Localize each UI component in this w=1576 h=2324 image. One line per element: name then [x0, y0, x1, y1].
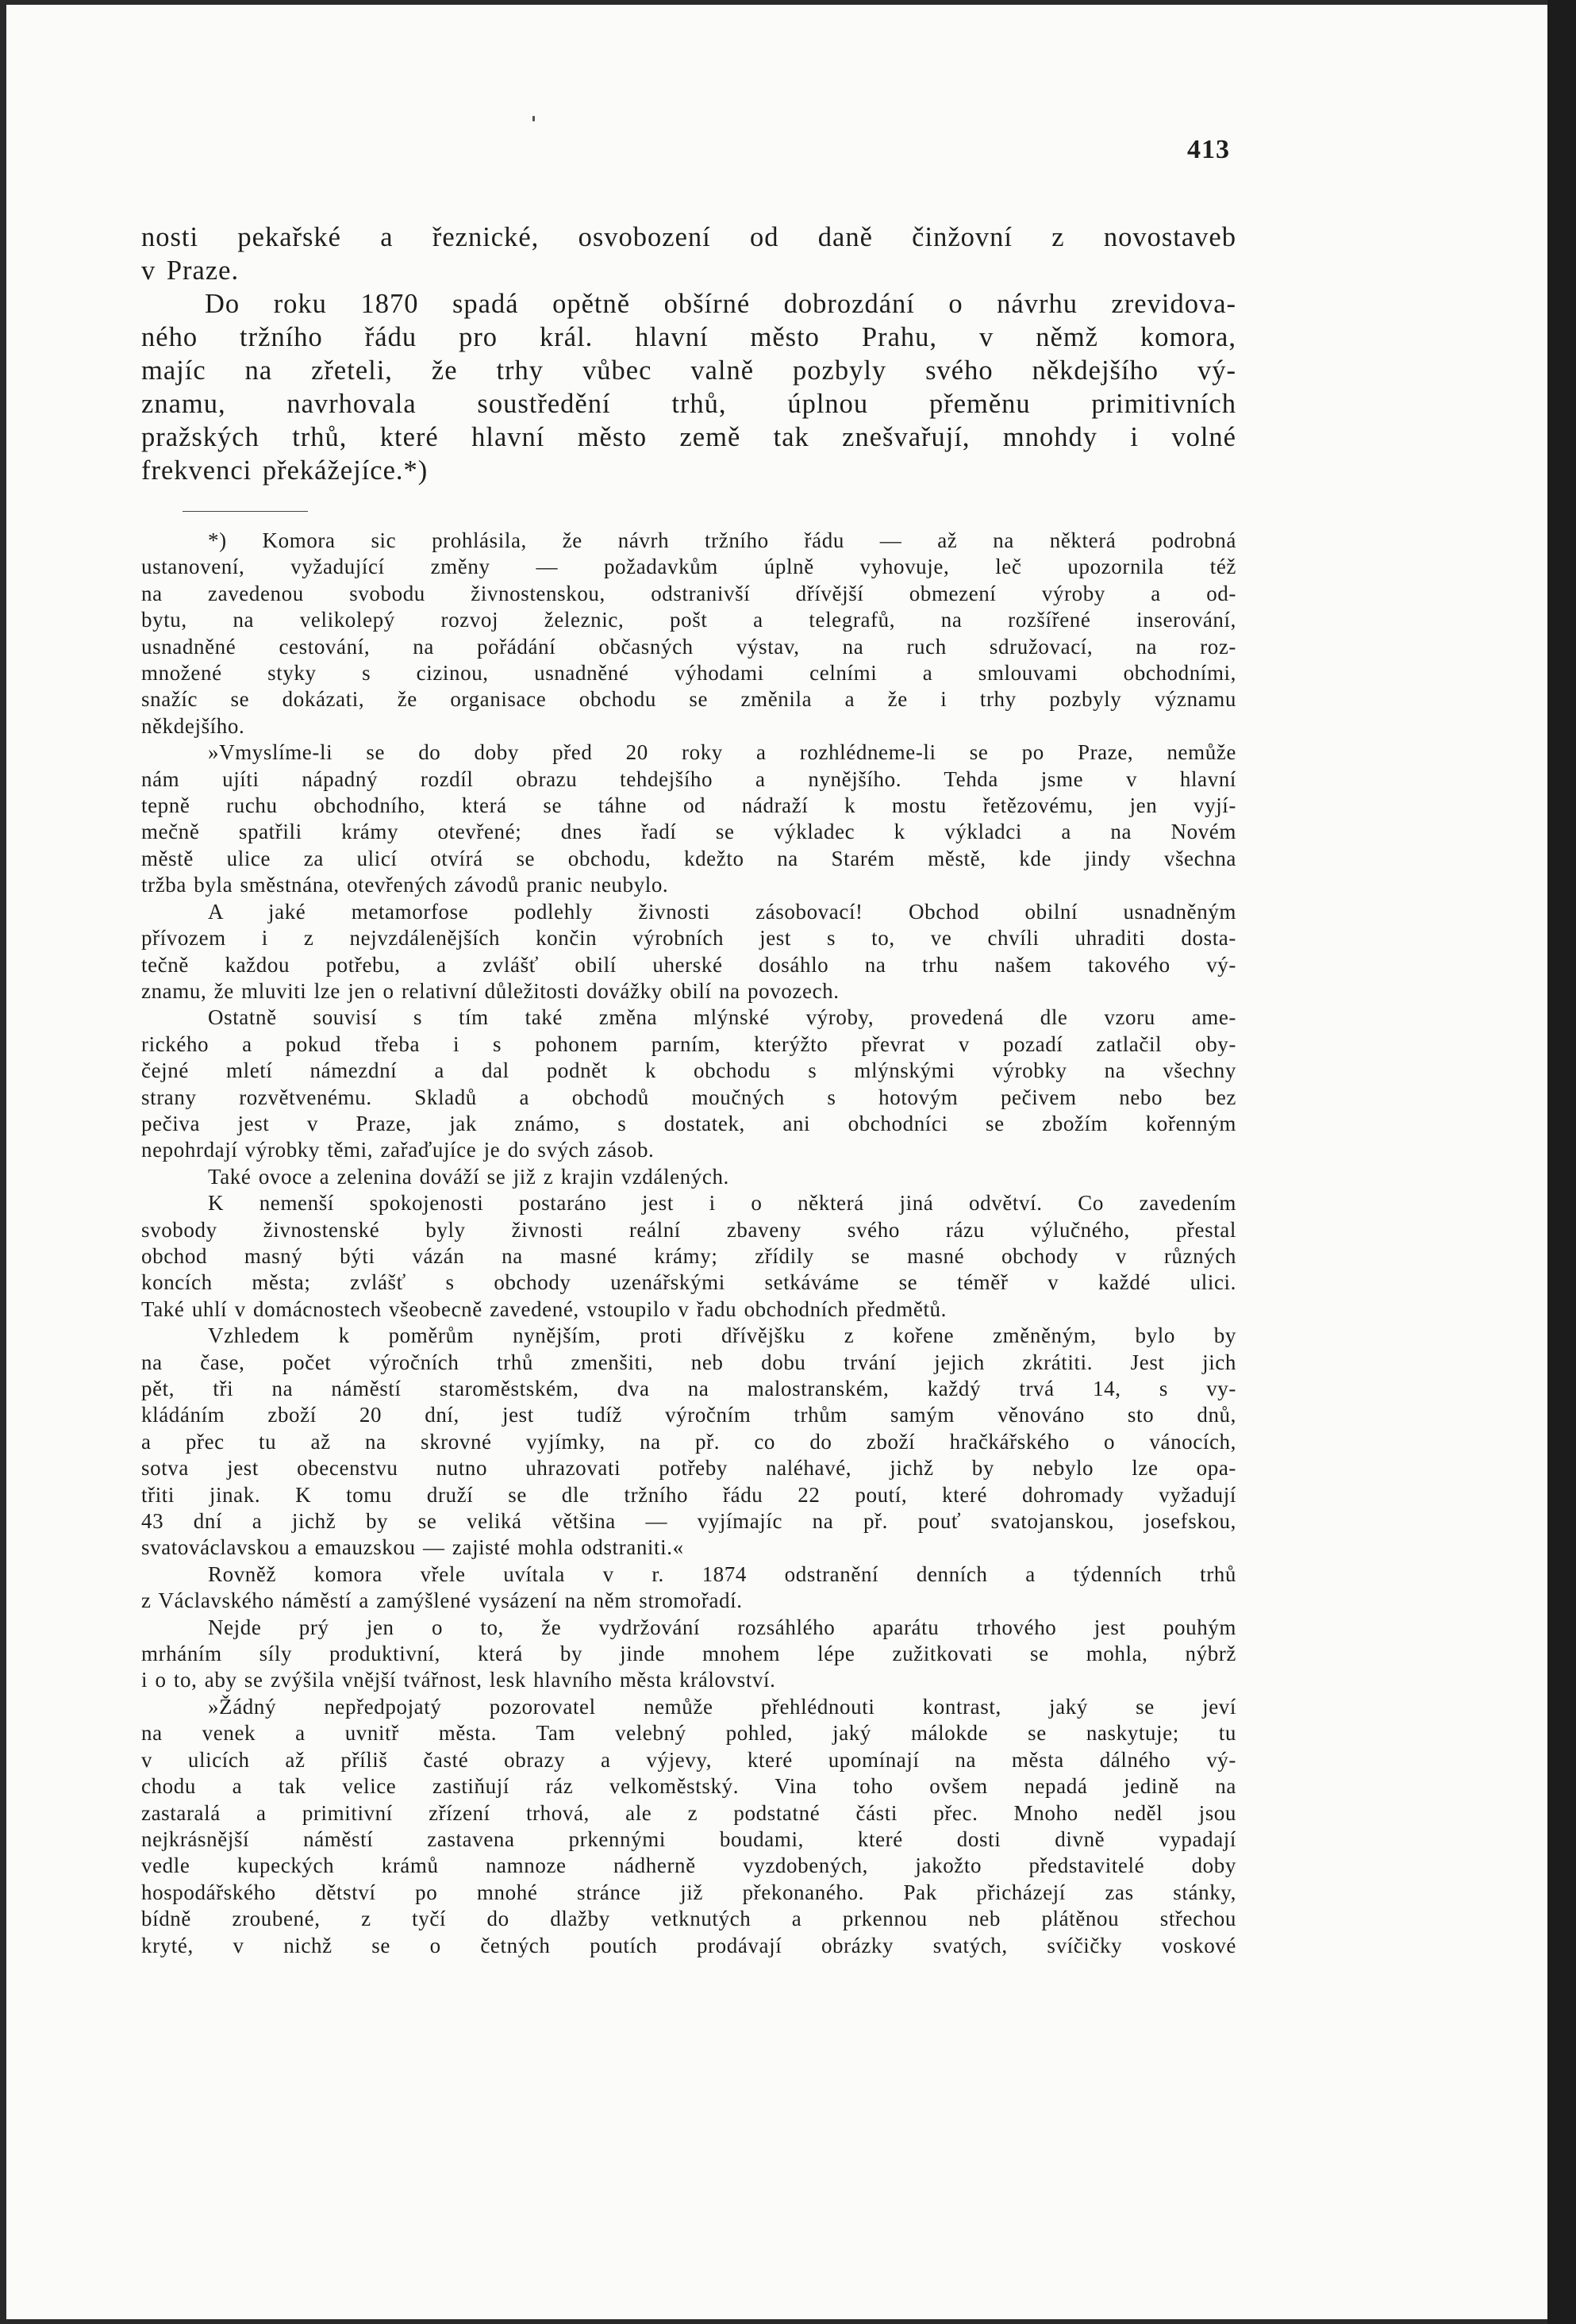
- footnote-line: Rovněž komora vřele uvítala v r. 1874 odstranění denních a týdenních trhů: [208, 1561, 1236, 1586]
- footnote-line: třiti jinak. K tomu druží se dle tržního řádu 22 poutí, které dohromady vyžadují: [141, 1482, 1236, 1507]
- scan-edge-right: [1547, 0, 1576, 2324]
- footnote-line: mrháním síly produktivní, která by jinde mnohem lépe zužitkovati se mohla, nýbrž: [141, 1642, 1236, 1666]
- footnote-line: Také uhlí v domácnostech všeobecně zavedené, vstoupilo v řadu obchodních předmětů.: [141, 1296, 948, 1321]
- footnote-line: a přec tu až na skrovné vyjímky, na př. co do zboží hračkářského o vánocích,: [141, 1429, 1236, 1454]
- footnote-line: hospodářského dětství po mnohé stránce již překonaného. Pak přicházejí zas stánky,: [141, 1880, 1236, 1904]
- footnote-line: obchod masný býti vázán na masné krámy; zřídily se masné obchody v různých: [141, 1243, 1236, 1268]
- footnote-line: svobody živnostenské byly živnosti reální zbaveny svého rázu výlučného, přestal: [141, 1217, 1236, 1242]
- footnote-line: K nemenší spokojenosti postaráno jest i o některá jiná odvětví. Co zavedením: [208, 1191, 1236, 1216]
- footnote-line: strany rozvětvenému. Skladů a obchodů moučných s hotovým pečivem nebo bez: [141, 1085, 1236, 1109]
- footnote-line: chodu a tak velice zastiňují ráz velkoměstský. Vina toho ovšem nepadá jedině na: [141, 1774, 1236, 1799]
- footnote-line: svatováclavskou a emauzskou — zajisté mohla odstraniti.«: [141, 1535, 684, 1560]
- footnote-line: snažíc se dokázati, že organisace obchodu se změnila a že i trhy pozbyly významu: [141, 687, 1236, 712]
- document-page: [6, 5, 1547, 2319]
- footnote-line: koncích města; zvlášť s obchody uzenářskými setkáváme se téměř v každé ulici.: [141, 1270, 1236, 1295]
- footnote-line: pět, tři na náměstí staroměstském, dva na malostranském, každý trvá 14, s vy-: [141, 1377, 1236, 1400]
- main-line: majíc na zřeteli, že trhy vůbec valně pozbyly svého někdejšího vý-: [141, 355, 1236, 386]
- footnote-line: na čase, počet výročních trhů zmenšiti, neb dobu trvání jejich zkrátiti. Jest jich: [141, 1350, 1236, 1374]
- footnote-text: [141, 528, 1236, 1959]
- footnote-line: »Žádný nepředpojatý pozorovatel nemůže přehlédnouti kontrast, jaký se jeví: [208, 1694, 1236, 1719]
- footnote-line: mečně spatřili krámy otevřené; dnes řadí se výkladec k výkladci a na Novém: [141, 820, 1236, 844]
- footnote-line: z Václavského náměstí a zamýšlené vysázení na něm stromořadí.: [141, 1588, 743, 1613]
- footnote-line: rického a pokud třeba i s pohonem parním, kterýžto převrat v pozadí zatlačil oby-: [141, 1031, 1236, 1056]
- footnote-line: Nejde prý jen o to, že vydržování rozsáhlého aparátu trhového jest pouhým: [208, 1615, 1236, 1639]
- footnote-line: bytu, na velikolepý rozvoj železnic, pošt a telegrafů, na rozšířené inserování,: [141, 608, 1236, 632]
- footnote-line: tepně ruchu obchodního, která se táhne od nádraží k mostu řetězovému, jen vyjí-: [141, 793, 1236, 818]
- body-text: [141, 221, 1236, 1959]
- footnote-line: *) Komora sic prohlásila, že návrh tržního řádu — až na některá podrobná: [208, 528, 1236, 552]
- footnote-line: tečně každou potřebu, a zvlášť obilí uherské dosáhlo na trhu našem takového vý-: [141, 952, 1236, 977]
- footnote-line: »Vmyslíme-li se do doby před 20 roky a rozhlédneme-li se po Praze, nemůže: [208, 740, 1236, 765]
- footnote-line: nepohrdají výrobky těmi, zařaďujíce je do svých zásob.: [141, 1138, 655, 1162]
- footnote-line: tržba byla směstnána, otevřených závodů pranic neubylo.: [141, 873, 669, 897]
- main-line: frekvenci překážejíce.*): [141, 455, 429, 486]
- main-line: Do roku 1870 spadá opětně obšírné dobrozdání o návrhu zrevidova-: [205, 289, 1236, 319]
- footnote-line: 43 dní a jichž by se veliká většina — vyjímajíc na př. pouť svatojanskou, josefskou,: [141, 1509, 1236, 1534]
- footnote-line: nejkrásnější náměstí zastavena prkennými boudami, které dosti divně vypadají: [141, 1827, 1236, 1851]
- footnote-line: ustanovení, vyžadující změny — požadavkům úplně vyhovuje, leč upozornila též: [141, 555, 1236, 579]
- footnote-line: sotva jest obecenstvu nutno uhrazovati potřeby naléhavé, jichž by nebylo lze opa-: [141, 1456, 1236, 1481]
- main-line: pražských trhů, které hlavní město země tak znešvařují, mnohdy i volné: [141, 422, 1236, 452]
- footnote-line: na venek a uvnitř města. Tam velebný pohled, jaký málokde se naskytuje; tu: [141, 1721, 1236, 1746]
- footnote-line: kryté, v nichž se o četných poutích prodávají obrázky svatých, svíčičky voskové: [141, 1933, 1236, 1957]
- scan-speck: [532, 116, 535, 121]
- footnote-line: i o to, aby se zvýšila vnější tvářnost, lesk hlavního města království.: [141, 1668, 776, 1692]
- main-line: ného tržního řádu pro král. hlavní město Prahu, v němž komora,: [141, 322, 1236, 352]
- footnote-separator: [183, 511, 308, 512]
- footnote-line: kládáním zboží 20 dní, jest tudíž výročním trhům samým věnováno sto dnů,: [141, 1403, 1236, 1427]
- footnote-line: Také ovoce a zelenina dováží se již z krajin vzdálených.: [208, 1164, 729, 1189]
- footnote-line: A jaké metamorfose podlehly živnosti zásobovací! Obchod obilní usnadněným: [208, 899, 1236, 924]
- footnote-line: Ostatně souvisí s tím také změna mlýnské výroby, provedená dle vzoru ame-: [208, 1005, 1236, 1030]
- footnote-line: nám ujíti nápadný rozdíl obrazu tehdejšího a nynějšího. Tehda jsme v hlavní: [141, 766, 1236, 791]
- main-line: znamu, navrhovala soustředění trhů, úplnou přeměnu primitivních: [141, 389, 1236, 419]
- page-number: 413: [1187, 135, 1230, 164]
- footnote-line: někdejšího.: [141, 713, 245, 738]
- footnote-line: znamu, že mluviti lze jen o relativní důležitosti dovážky obilí na povozech.: [141, 978, 840, 1003]
- footnote-line: čejné mletí námezdní a dal podnět k obchodu s mlýnskými výrobky na všechny: [141, 1058, 1236, 1083]
- footnote-line: v ulicích až příliš časté obrazy a výjevy, které upomínají na města dálného vý-: [141, 1747, 1236, 1772]
- footnote-line: zastaralá a primitivní zřízení trhová, ale z podstatné části přec. Mnoho neděl jsou: [141, 1800, 1236, 1825]
- main-text: [141, 221, 1236, 487]
- footnote-line: množené styky s cizinou, usnadněné výhodami celními a smlouvami obchodními,: [141, 661, 1236, 686]
- main-line: nosti pekařské a řeznické, osvobození od daně činžovní z novostaveb: [141, 222, 1236, 252]
- footnote-line: pečiva jest v Praze, jak známo, s dostatek, ani obchodníci se zbožím kořenným: [141, 1111, 1236, 1135]
- footnote-line: přívozem i z nejvzdálenějších končin výrobních jest s to, ve chvíli uhraditi dosta-: [141, 926, 1236, 951]
- main-line: v Praze.: [141, 255, 240, 286]
- footnote-line: na zavedenou svobodu živnostenskou, odstranivší dřívější obmezení výroby a od-: [141, 581, 1236, 605]
- footnote-line: městě ulice za ulicí otvírá se obchodu, kdežto na Starém městě, kde jindy všechna: [141, 846, 1236, 870]
- footnote-line: Vzhledem k poměrům nynějším, proti dřívějšku z kořene změněným, bylo by: [208, 1323, 1236, 1348]
- footnote-line: usnadněné cestování, na pořádání občasných výstav, na ruch sdružovací, na roz-: [141, 634, 1236, 659]
- footnote-line: bídně zroubené, z tyčí do dlažby vetknutých a prkennou neb plátěnou střechou: [141, 1907, 1236, 1931]
- footnote-line: vedle kupeckých krámů namnoze nádherně vyzdobených, jakožto představitelé doby: [141, 1853, 1236, 1878]
